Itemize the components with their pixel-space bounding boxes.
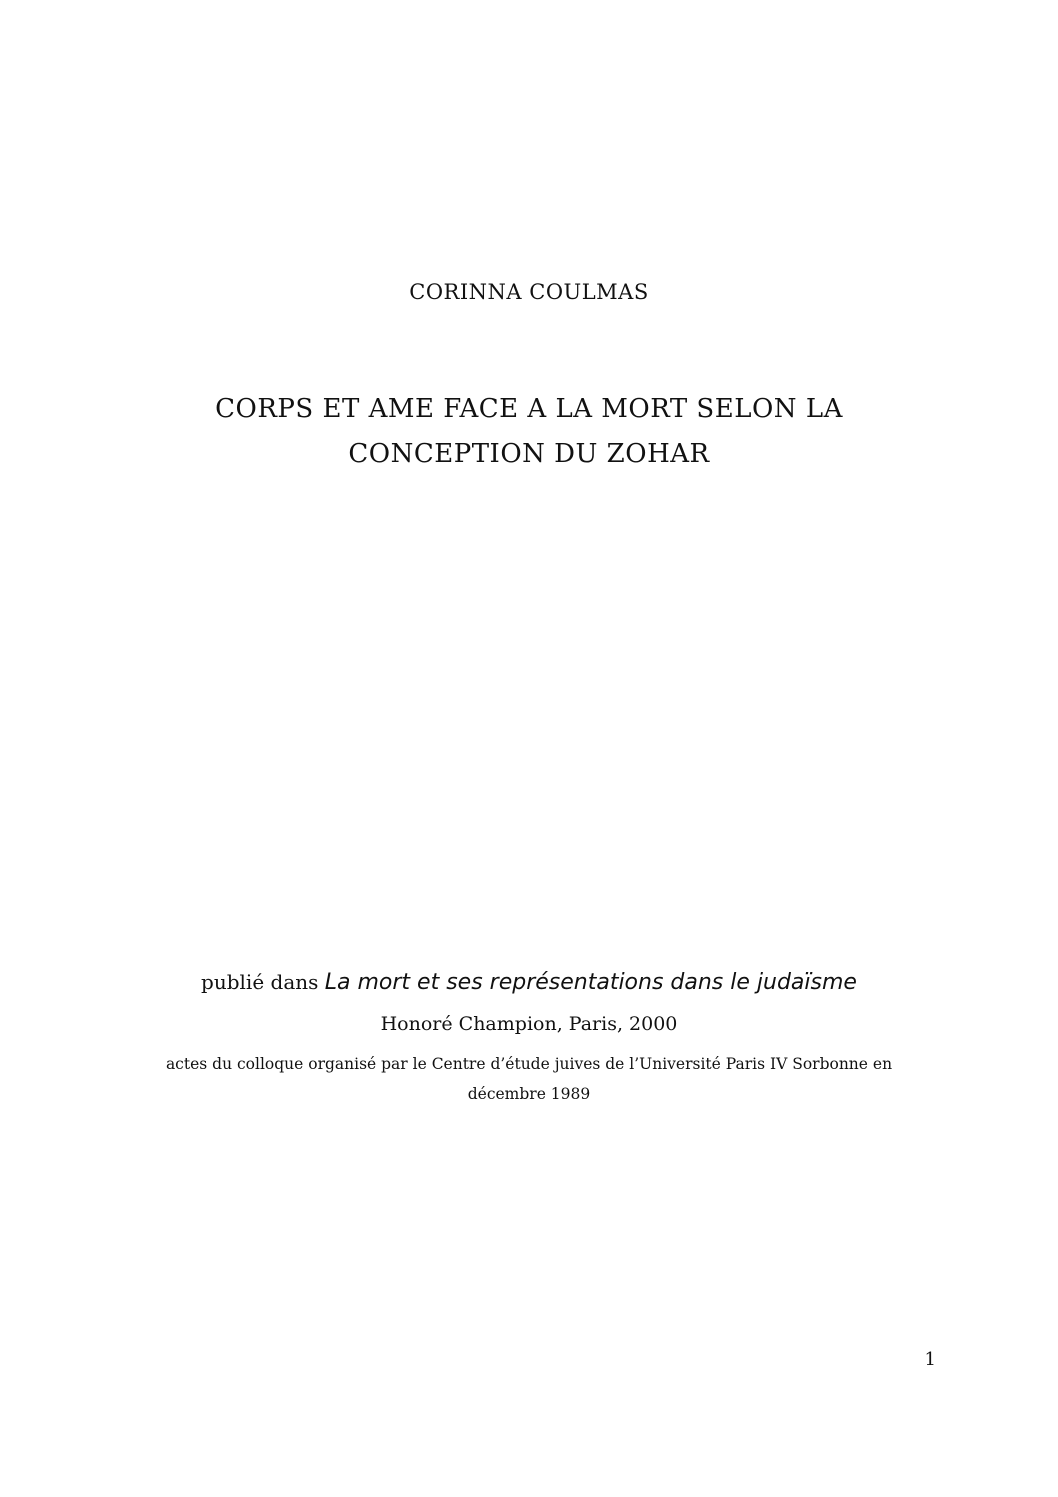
- page-number: 1: [924, 1349, 936, 1370]
- publisher-info: Honoré Champion, Paris, 2000: [380, 1013, 678, 1035]
- author-name: CORINNA COULMAS: [409, 280, 649, 304]
- publication-prefix: publié dans: [201, 970, 325, 994]
- title-line-1: CORPS ET AME FACE A LA MORT SELON LA: [215, 394, 843, 424]
- colloquium-note-line-2: décembre 1989: [467, 1085, 591, 1103]
- colloquium-note-line-1: actes du colloque organisé par le Centre d’étude juives de l’Université Paris IV Sorbonne en: [165, 1055, 893, 1073]
- document-title: [0, 387, 1058, 477]
- book-title: La mort et ses représentations dans le judaïsme: [324, 970, 857, 995]
- title-line-2: CONCEPTION DU ZOHAR: [348, 439, 710, 469]
- colloquium-note: [0, 1049, 1058, 1109]
- publication-line: [0, 966, 1058, 999]
